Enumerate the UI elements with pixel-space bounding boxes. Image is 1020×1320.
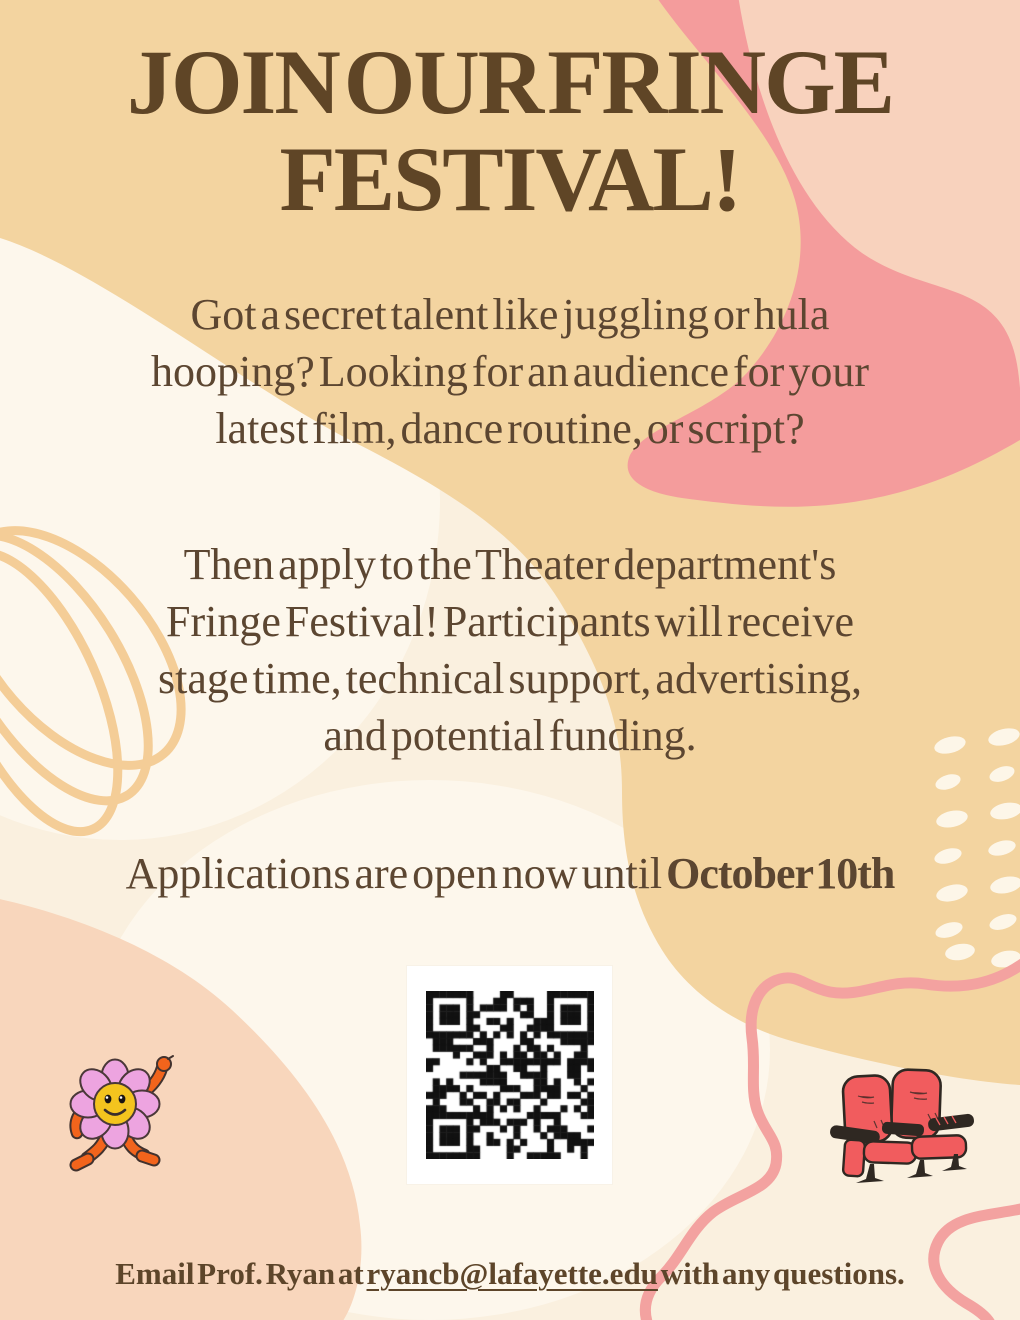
title-line-1: JOIN OUR FRINGE	[126, 31, 894, 133]
intro-line: hooping? Looking for an audience for your	[151, 347, 869, 396]
page-title	[0, 31, 1020, 230]
contact-email-link[interactable]: ryancb@lafayette.edu	[366, 1256, 658, 1291]
contact-suffix: with any questions.	[657, 1256, 905, 1291]
flower-mascot-icon	[52, 1042, 187, 1177]
intro-line: Got a secret talent like juggling or hula	[190, 290, 830, 339]
contact-prefix: Email Prof. Ryan at	[115, 1256, 367, 1291]
details-line: stage time, technical support, advertising,	[158, 654, 862, 703]
qr-code-card	[407, 966, 612, 1184]
details-line: and potential funding.	[323, 711, 697, 760]
details-line: Then apply to the Theater department's	[183, 540, 837, 589]
title-line-2: FESTIVAL!	[279, 128, 741, 230]
contact-line	[0, 1256, 1020, 1292]
deadline-prefix: Applications are open now until	[125, 849, 667, 898]
details-line: Fringe Festival! Participants will receive	[165, 597, 855, 646]
details-paragraph	[0, 536, 1020, 764]
intro-line: latest film, dance routine, or script?	[215, 404, 805, 453]
deadline-date: October 10th	[666, 849, 895, 898]
qr-code	[426, 991, 594, 1159]
deadline-line	[0, 848, 1020, 899]
theater-seats-icon	[828, 1066, 978, 1191]
intro-paragraph	[0, 286, 1020, 457]
